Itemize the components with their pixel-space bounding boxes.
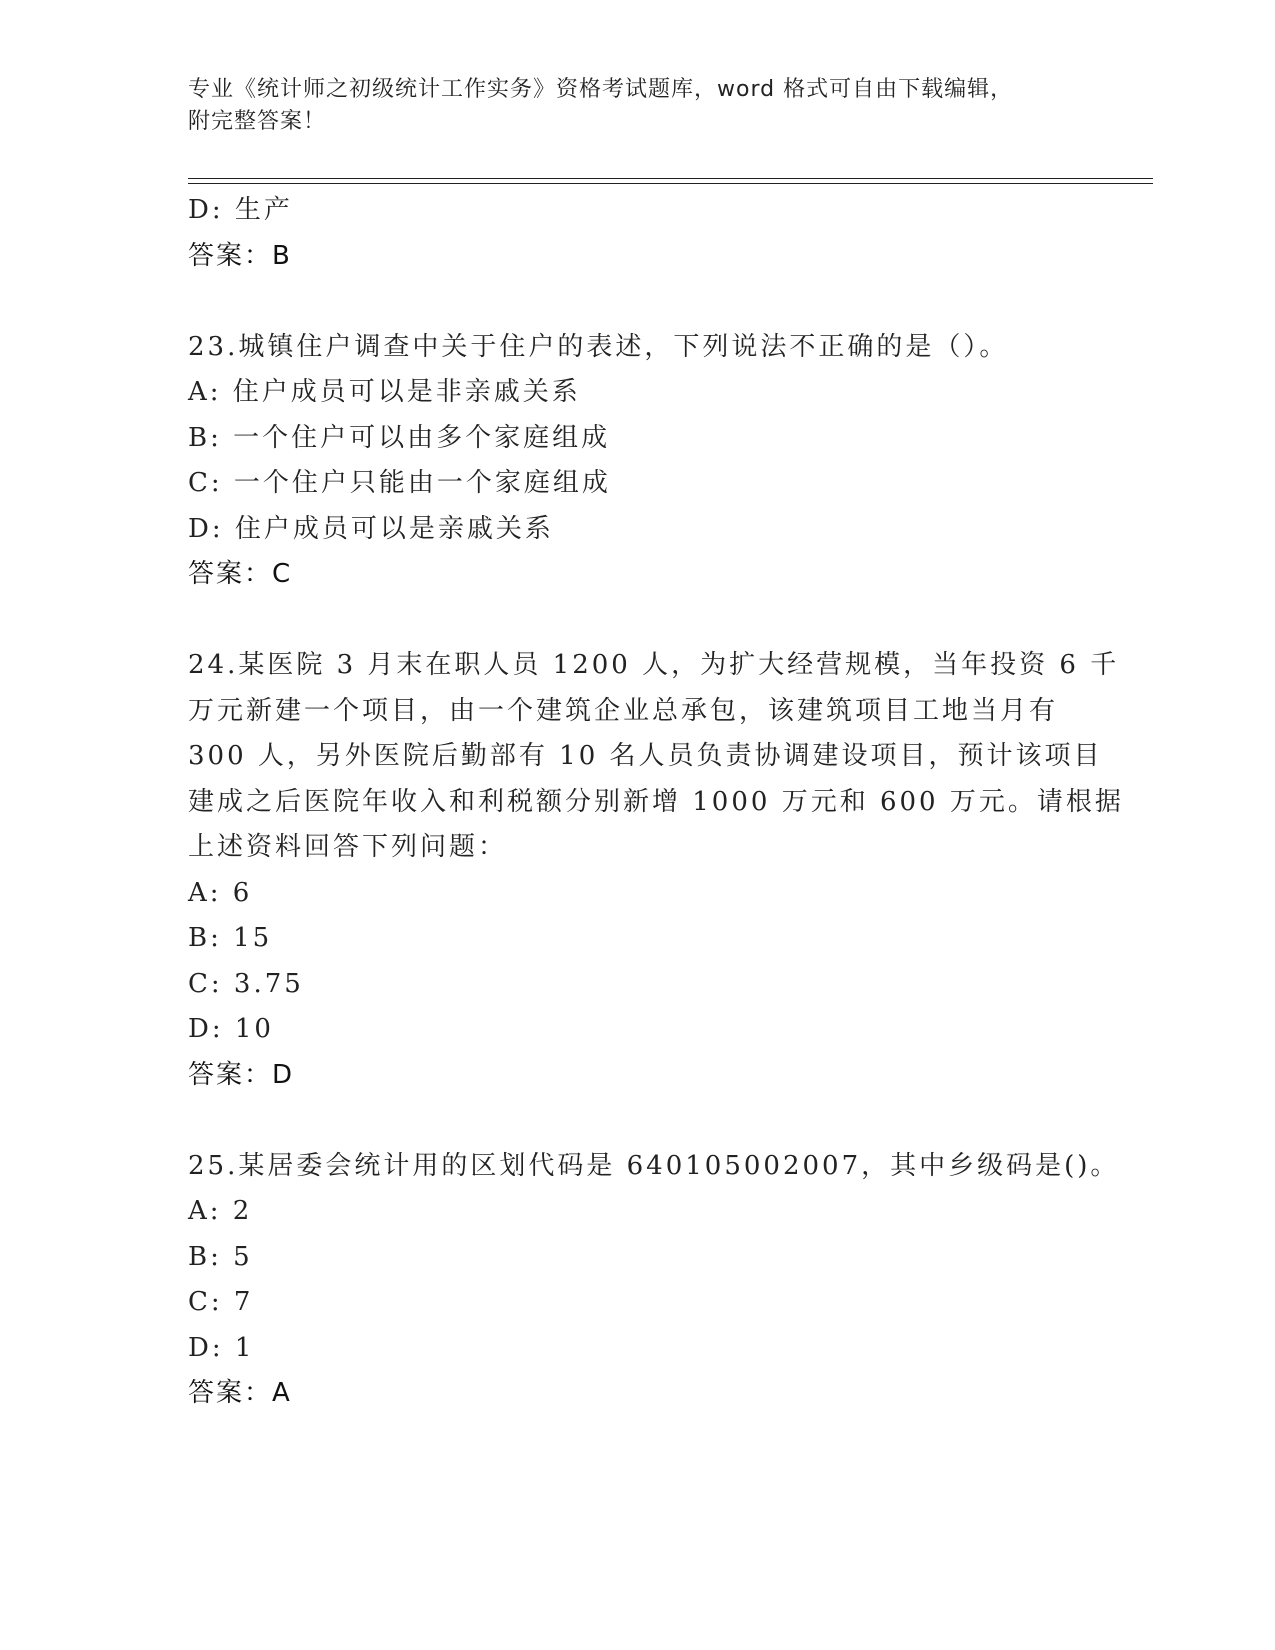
option-c: C: 7 — [188, 1287, 254, 1317]
question-text: 25.某居委会统计用的区划代码是 640105002007，其中乡级码是()。 — [188, 1150, 1120, 1181]
option-b: B: 5 — [188, 1241, 253, 1272]
option-b: B: 一个住户可以由多个家庭组成 — [188, 422, 611, 453]
question-23 — [188, 325, 1088, 598]
spacer — [188, 1098, 1088, 1144]
document-header — [188, 74, 1068, 138]
option-a: A: 2 — [188, 1196, 253, 1226]
question-text-line: 300 人，另外医院后勤部有 10 名人员负责协调建设项目，预计该项目 — [188, 741, 1103, 771]
option-a: A: 住户成员可以是非亲戚关系 — [188, 377, 581, 407]
option-d: D: 住户成员可以是亲戚关系 — [188, 513, 554, 544]
answer: 答案：D — [188, 1059, 295, 1090]
previous-question-tail — [188, 188, 1088, 279]
option-d: D: 1 — [188, 1332, 255, 1363]
option-c: C: 一个住户只能由一个家庭组成 — [188, 468, 611, 498]
answer: 答案：A — [188, 1378, 292, 1408]
spacer — [188, 598, 1088, 644]
question-text-line: 24.某医院 3 月末在职人员 1200 人，为扩大经营规模，当年投资 6 千 — [188, 650, 1120, 680]
answer: 答案：C — [188, 559, 293, 589]
question-25 — [188, 1144, 1120, 1417]
document-body — [188, 188, 1124, 1417]
header-divider-top — [188, 178, 1153, 179]
answer: 答案：B — [188, 240, 292, 271]
header-line-2: 附完整答案！ — [188, 109, 327, 134]
question-text-line: 万元新建一个项目，由一个建筑企业总承包，该建筑项目工地当月有 — [188, 695, 1059, 726]
option-b: B: 15 — [188, 923, 273, 953]
option-c: C: 3.75 — [188, 968, 304, 999]
option-d: D: 10 — [188, 1014, 274, 1044]
option-d: D: 生产 — [188, 195, 293, 225]
question-text-line: 上述资料回答下列问题： — [188, 832, 508, 862]
header-line-1: 专业《统计师之初级统计工作实务》资格考试题库，word 格式可自由下载编辑， — [188, 77, 1014, 102]
option-a: A: 6 — [188, 877, 253, 908]
question-text-line: 建成之后医院年收入和利税额分别新增 1000 万元和 600 万元。请根据 — [188, 786, 1124, 817]
header-divider-bottom — [188, 183, 1153, 184]
question-24 — [188, 643, 1124, 1098]
question-text: 23.城镇住户调查中关于住户的表述，下列说法不正确的是（）。 — [188, 331, 1009, 362]
spacer — [188, 279, 1088, 325]
